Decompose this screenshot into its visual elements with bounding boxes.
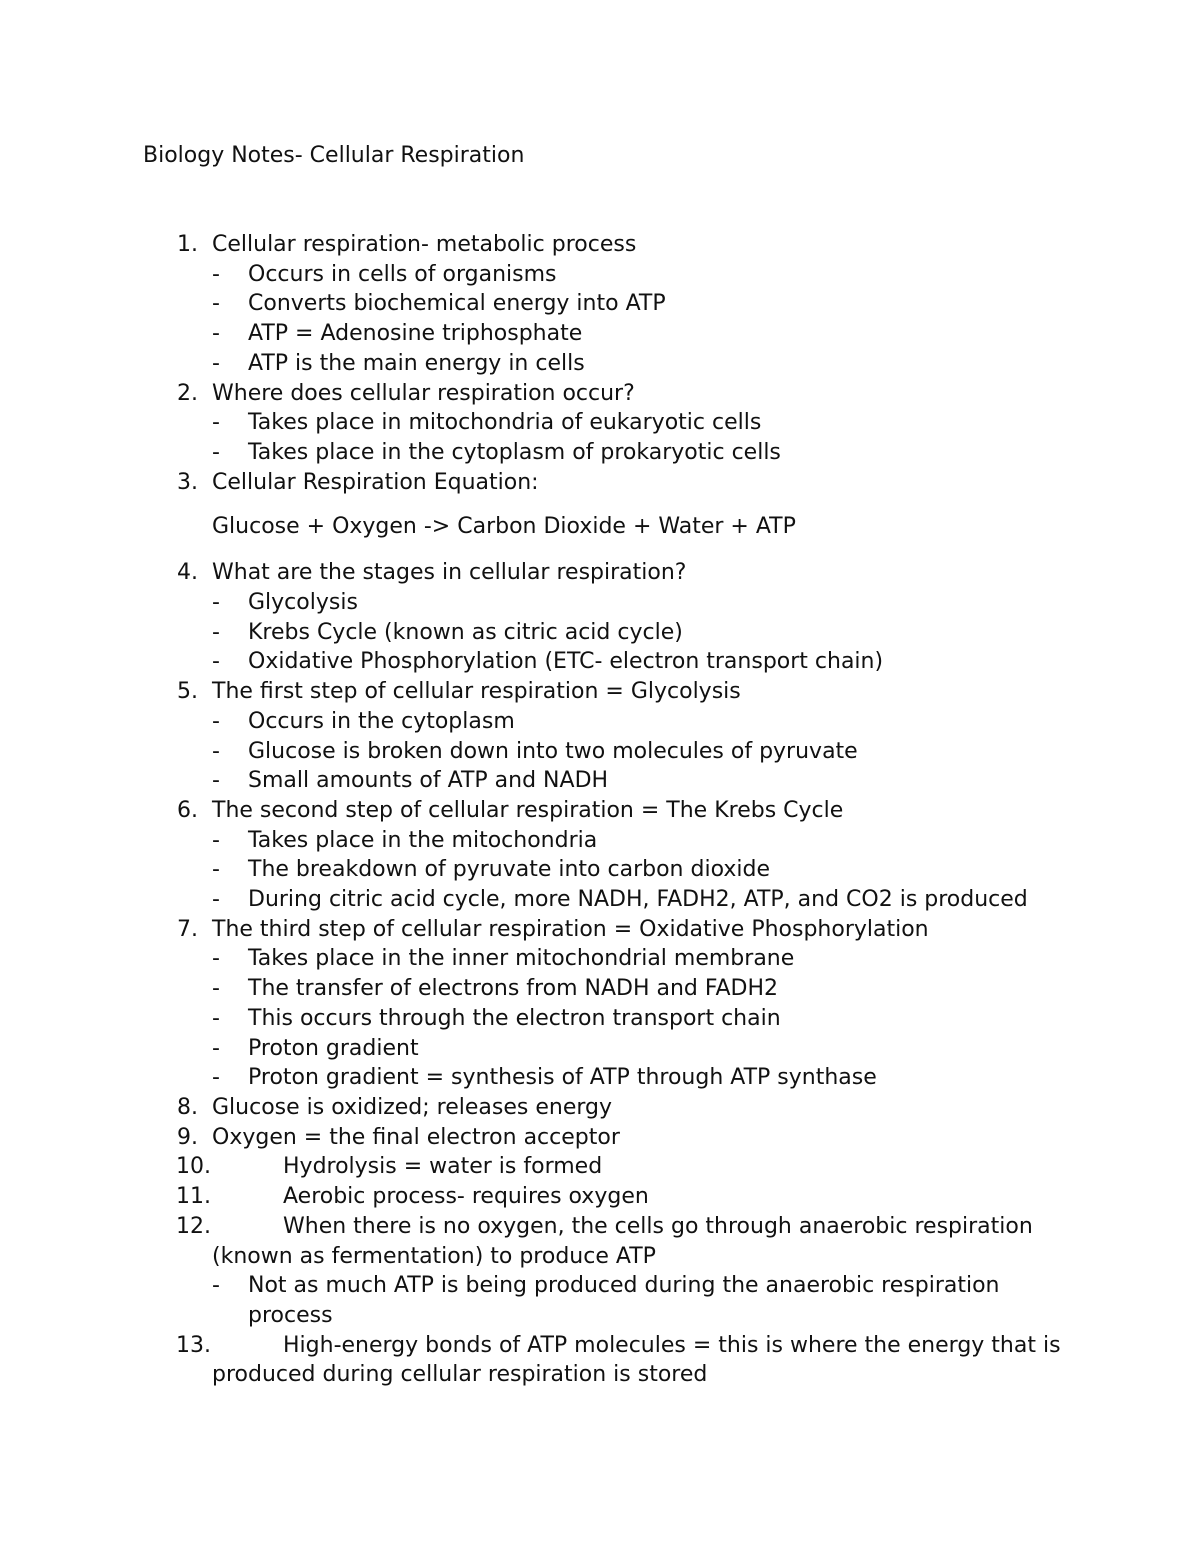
- note-text: Cellular respiration- metabolic process: [212, 232, 637, 257]
- dash-bullet: -: [212, 1005, 220, 1031]
- sub-point: [143, 855, 1083, 885]
- sub-point-list: [143, 408, 1083, 467]
- dash-bullet: -: [212, 738, 220, 764]
- sub-point-list: [143, 1271, 1083, 1330]
- note-number: 6.: [177, 797, 198, 823]
- sub-point-list: [143, 260, 1083, 379]
- note-item: [143, 230, 1083, 260]
- sub-point: [143, 260, 1083, 290]
- sub-point: [143, 349, 1083, 379]
- sub-point-list: [143, 588, 1083, 677]
- note-text: Cellular Respiration Equation:: [212, 469, 539, 495]
- sub-point-text: During citric acid cycle, more NADH, FADH2, ATP, and CO2 is produced: [248, 887, 1028, 913]
- note-number: 9.: [177, 1124, 198, 1150]
- sub-point-text: Small amounts of ATP and NADH: [248, 768, 609, 794]
- note-text: Aerobic process- requires oxygen: [283, 1184, 649, 1210]
- note-number: 8.: [177, 1094, 198, 1120]
- sub-point: [143, 974, 1083, 1004]
- note-text: Glucose is oxidized; releases energy: [212, 1094, 612, 1120]
- sub-point-text: Takes place in the mitochondria: [248, 827, 598, 853]
- notes-list: [143, 230, 1083, 1390]
- dash-bullet: -: [212, 857, 220, 883]
- note-item: [143, 1182, 1083, 1212]
- dash-bullet: -: [212, 590, 220, 616]
- sub-point-text: Occurs in cells of organisms: [248, 261, 557, 287]
- sub-point-text: Occurs in the cytoplasm: [248, 708, 515, 734]
- note-item: [143, 796, 1083, 826]
- note-number: 13.: [176, 1332, 211, 1358]
- note-item: [143, 1123, 1083, 1153]
- note-text: High-energy bonds of ATP molecules = this is where the energy that is produced during cellular respiration is stored: [212, 1332, 1061, 1388]
- note-text: The third step of cellular respiration = Oxidative Phosphorylation: [212, 916, 929, 942]
- sub-point-text: Takes place in mitochondria of eukaryotic cells: [248, 410, 762, 436]
- note-item: [143, 1093, 1083, 1123]
- note-text: What are the stages in cellular respiration?: [212, 560, 687, 586]
- note-number: 4.: [177, 560, 198, 586]
- sub-point: [143, 438, 1083, 468]
- sub-point: [143, 1034, 1083, 1064]
- sub-point: [143, 885, 1083, 915]
- sub-point-text: ATP = Adenosine triphosphate: [248, 321, 583, 347]
- note-number: 1.: [177, 232, 198, 257]
- note-item: [143, 677, 1083, 707]
- sub-point-text: Proton gradient: [248, 1035, 419, 1061]
- note-item: [143, 1331, 1083, 1390]
- note-text: Hydrolysis = water is formed: [283, 1154, 603, 1180]
- sub-point: [143, 408, 1083, 438]
- sub-point-list: [143, 826, 1083, 915]
- dash-bullet: -: [212, 708, 220, 734]
- sub-point: [143, 1271, 1083, 1330]
- dash-bullet: -: [212, 350, 220, 376]
- dash-bullet: -: [212, 410, 220, 436]
- note-text: The first step of cellular respiration = Glycolysis: [212, 679, 741, 705]
- note-item: [143, 558, 1083, 588]
- sub-point: [143, 1063, 1083, 1093]
- sub-point-text: This occurs through the electron transport chain: [248, 1005, 781, 1031]
- sub-point-list: [143, 707, 1083, 796]
- sub-point-text: Krebs Cycle (known as citric acid cycle): [248, 619, 683, 645]
- note-text: Oxygen = the final electron acceptor: [212, 1124, 620, 1150]
- note-number: 12.: [176, 1213, 211, 1239]
- note-number: 10.: [176, 1154, 211, 1180]
- sub-point-text: Glycolysis: [248, 590, 358, 616]
- sub-point: [143, 319, 1083, 349]
- sub-point: [143, 737, 1083, 767]
- note-text: Where does cellular respiration occur?: [212, 380, 635, 406]
- dash-bullet: -: [212, 1273, 220, 1299]
- sub-point: [143, 826, 1083, 856]
- document-title: Biology Notes- Cellular Respiration: [143, 143, 525, 168]
- note-item: [143, 468, 1083, 498]
- sub-point-text: Not as much ATP is being produced during the anaerobic respiration process: [248, 1273, 1000, 1328]
- dash-bullet: -: [212, 291, 220, 317]
- sub-point-text: The transfer of electrons from NADH and FADH2: [248, 976, 779, 1002]
- sub-point: [143, 766, 1083, 796]
- note-number: 2.: [177, 380, 198, 406]
- sub-point: [143, 647, 1083, 677]
- sub-point: [143, 289, 1083, 319]
- sub-point-list: [143, 944, 1083, 1093]
- dash-bullet: -: [212, 649, 220, 675]
- dash-bullet: -: [212, 976, 220, 1002]
- sub-point-text: The breakdown of pyruvate into carbon dioxide: [248, 857, 770, 883]
- sub-point-text: Converts biochemical energy into ATP: [248, 291, 666, 317]
- note-number: 7.: [177, 916, 198, 942]
- note-text: The second step of cellular respiration = The Krebs Cycle: [212, 797, 844, 823]
- sub-point-text: ATP is the main energy in cells: [248, 350, 585, 376]
- respiration-equation: Glucose + Oxygen -> Carbon Dioxide + Water + ATP: [212, 514, 796, 540]
- note-item: [143, 379, 1083, 409]
- note-item: [143, 915, 1083, 945]
- note-number: 11.: [176, 1184, 211, 1210]
- sub-point-text: Oxidative Phosphorylation (ETC- electron transport chain): [248, 649, 884, 675]
- dash-bullet: -: [212, 619, 220, 645]
- dash-bullet: -: [212, 946, 220, 972]
- dash-bullet: -: [212, 1035, 220, 1061]
- sub-point: [143, 588, 1083, 618]
- sub-point-text: Glucose is broken down into two molecules of pyruvate: [248, 738, 858, 764]
- dash-bullet: -: [212, 768, 220, 794]
- note-number: 5.: [177, 679, 198, 705]
- sub-point-text: Takes place in the cytoplasm of prokaryotic cells: [248, 439, 781, 465]
- note-text: When there is no oxygen, the cells go through anaerobic respiration (known as fermentation) to produce ATP: [212, 1213, 1033, 1269]
- note-item: [143, 1212, 1083, 1271]
- dash-bullet: -: [212, 1065, 220, 1091]
- dash-bullet: -: [212, 439, 220, 465]
- sub-point-text: Takes place in the inner mitochondrial membrane: [248, 946, 795, 972]
- sub-point: [143, 707, 1083, 737]
- dash-bullet: -: [212, 321, 220, 347]
- sub-point: [143, 618, 1083, 648]
- dash-bullet: -: [212, 261, 220, 287]
- dash-bullet: -: [212, 827, 220, 853]
- dash-bullet: -: [212, 887, 220, 913]
- sub-point: [143, 1004, 1083, 1034]
- sub-point: [143, 944, 1083, 974]
- sub-point-text: Proton gradient = synthesis of ATP through ATP synthase: [248, 1065, 877, 1091]
- note-item: [143, 1152, 1083, 1182]
- note-number: 3.: [177, 469, 198, 495]
